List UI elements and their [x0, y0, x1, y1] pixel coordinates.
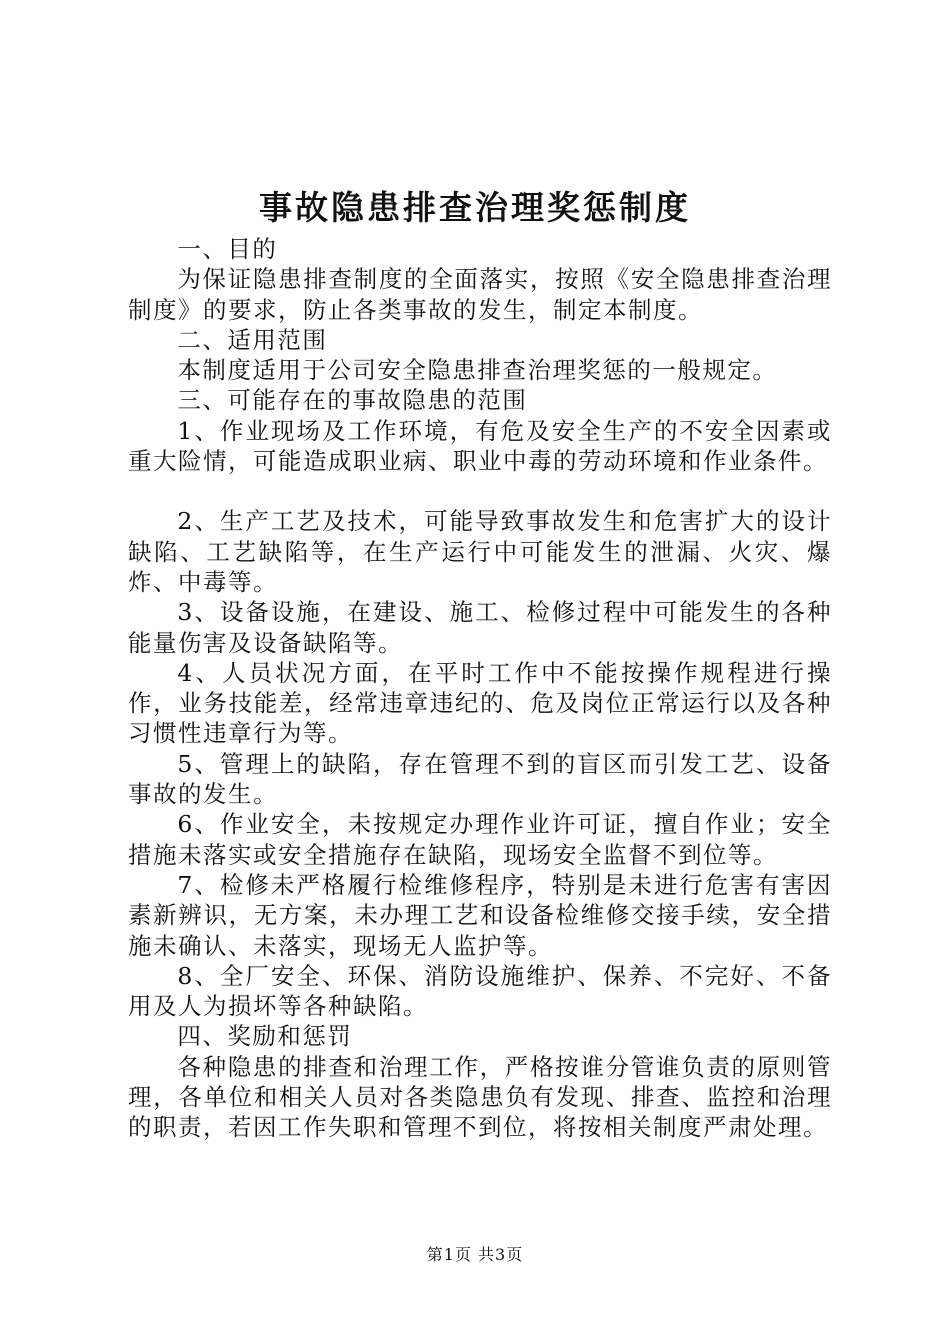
paragraph-scope: 本制度适用于公司安全隐患排查治理奖惩的一般规定。	[177, 356, 778, 385]
section-heading-scope: 二、适用范围	[177, 325, 328, 354]
document-title: 事故隐患排查治理奖惩制度	[259, 188, 691, 227]
list-item-8: 8、全厂安全、环保、消防设施维护、保养、不完好、不备用及人为损坏等各种缺陷。	[128, 961, 832, 1021]
paragraph-purpose: 为保证隐患排查制度的全面落实，按照《安全隐患排查治理制度》的要求，防止各类事故的发生，制定本制度。	[128, 265, 832, 324]
paragraph-spacer	[128, 476, 832, 506]
list-item-2: 2、生产工艺及技术，可能导致事故发生和危害扩大的设计缺陷、工艺缺陷等，在生产运行中可能发生的泄漏、火灾、爆炸、中毒等。	[128, 507, 832, 596]
list-item-3: 3、设备设施，在建设、施工、检修过程中可能发生的各种能量伤害及设备缺陷等。	[128, 598, 832, 657]
list-item-4: 4、人员状况方面，在平时工作中不能按操作规程进行操作，业务技能差，经常违章违纪的、危及岗位正常运行以及各种习惯性违章行为等。	[128, 658, 832, 748]
list-item-6: 6、作业安全，未按规定办理作业许可证，擅自作业；安全措施未落实或安全措施存在缺陷，现场安全监督不到位等。	[128, 810, 832, 869]
paragraph-rewards: 各种隐患的排查和治理工作，严格按谁分管谁负责的原则管理，各单位和相关人员对各类隐患负有发现、排查、监控和治理的职责，若因工作失职和管理不到位，将按相关制度严肃处理。	[128, 1052, 832, 1142]
list-item-1: 1、作业现场及工作环境，有危及安全生产的不安全因素或重大险情，可能造成职业病、职业中毒的劳动环境和作业条件。	[128, 416, 832, 476]
list-item-7: 7、检修未严格履行检维修程序，特别是未进行危害有害因素新辨识，无方案，未办理工艺和设备检维修交接手续，安全措施未确认、未落实，现场无人监护等。	[128, 870, 832, 960]
section-heading-purpose: 一、目的	[177, 235, 278, 263]
page-number: 第1页 共3页	[426, 1245, 524, 1264]
list-item-5: 5、管理上的缺陷，存在管理不到的盲区而引发工艺、设备事故的发生。	[128, 749, 832, 809]
document-body	[128, 234, 832, 1143]
section-heading-rewards: 四、奖励和惩罚	[177, 1022, 353, 1051]
section-heading-hazard-range: 三、可能存在的事故隐患的范围	[177, 386, 528, 415]
